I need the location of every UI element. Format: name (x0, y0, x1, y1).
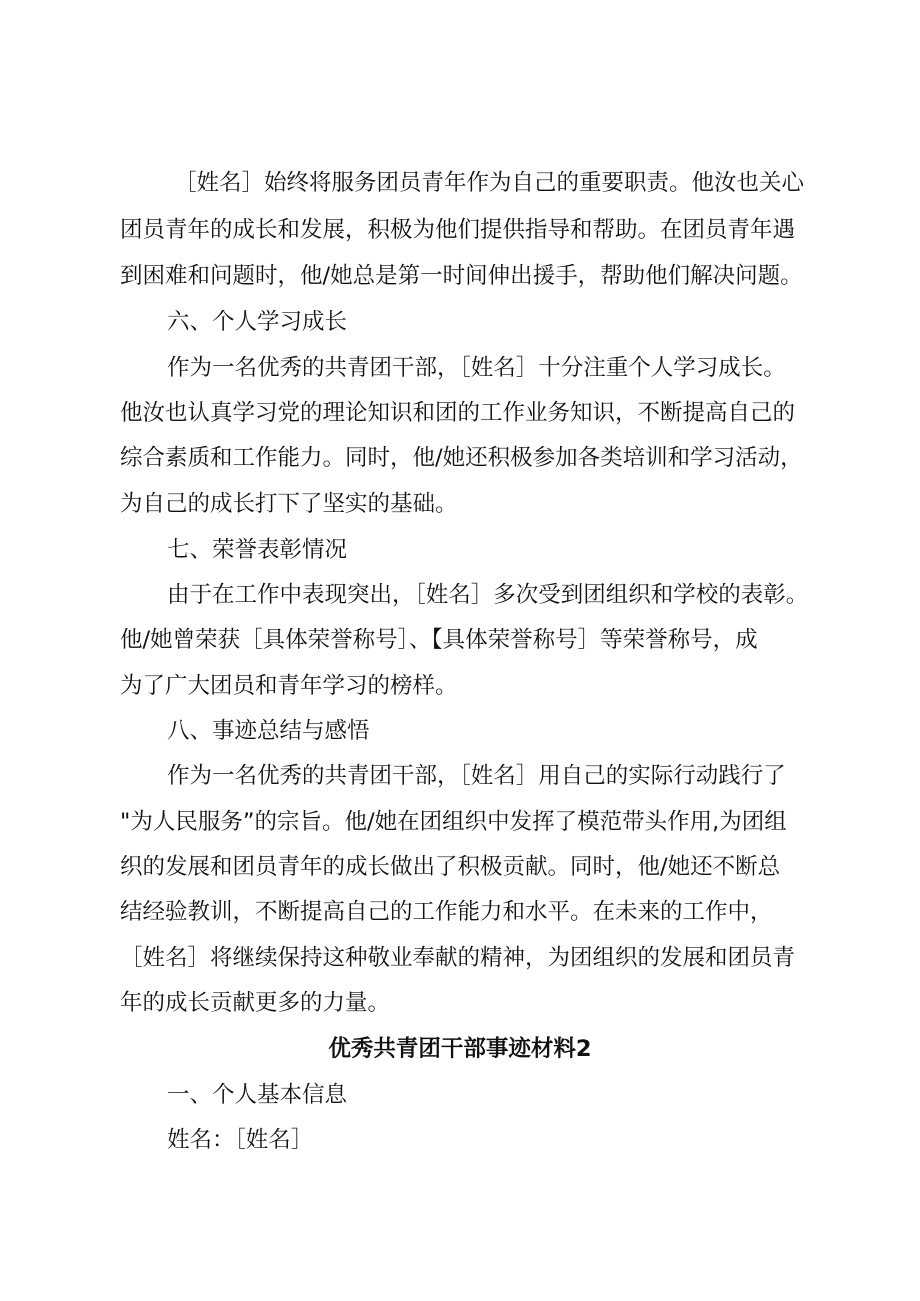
paragraph-line: 作为一名优秀的共青团干部，［姓名］用自己的实际行动践行了 (167, 763, 786, 789)
paragraph-line: 结经验教训，不断提高自己的工作能力和水平。在未来的工作中， (120, 899, 773, 925)
paragraph-line: 由于在工作中表现突出，［姓名］多次受到团组织和学校的表彰。 (167, 582, 809, 608)
paragraph-line: 到困难和问题时，他/她总是第一时间伸出援手，帮助他们解决问题。 (120, 263, 803, 289)
name-line: 姓名：［姓名］ (167, 1127, 314, 1153)
paragraph-line: 为了广大团员和青年学习的榜样。 (120, 673, 458, 699)
section-title: 七、荣誉表彰情况 (167, 537, 348, 563)
paragraph-line: ［姓名］始终将服务团员青年作为自己的重要职责。他汝也关心 (174, 170, 805, 196)
paragraph-line: 为自己的成长打下了坚实的基础。 (120, 491, 458, 517)
section-title: 一、个人基本信息 (167, 1082, 348, 1108)
paragraph-line: 织的发展和团员青年的成长做出了积极贡献。同时，他/她还不断总 (120, 854, 781, 880)
section-title: 八、事迹总结与感悟 (167, 718, 370, 744)
paragraph-line: 综合素质和工作能力。同时，他/她还积极参加各类培训和学习活动， (120, 445, 803, 471)
paragraph-line: "为人民服务”的宗旨。他/她在团组织中发挥了模范带头作用,为团组 (120, 809, 787, 835)
paragraph-line: ［姓名］将继续保持这种敬业奉献的精神，为团组织的发展和团员青 (120, 945, 796, 971)
paragraph-line: 团员青年的成长和发展，积极为他们提供指导和帮助。在团员青年遇 (120, 217, 796, 243)
paragraph-line: 他汝也认真学习党的理论知识和团的工作业务知识，不断提高自己的 (120, 400, 796, 426)
paragraph-line: 他/她曾荣获［具体荣誉称号］、【具体荣誉称号］等荣誉称号，成 (120, 627, 758, 653)
paragraph-line: 年的成长贡献更多的力量。 (120, 990, 391, 1016)
section-title: 六、个人学习成长 (167, 309, 348, 335)
paragraph-line: 作为一名优秀的共青团干部，［姓名］十分注重个人学习成长。 (167, 355, 786, 381)
document-heading: 优秀共青团干部事迹材料2 (328, 1036, 592, 1062)
